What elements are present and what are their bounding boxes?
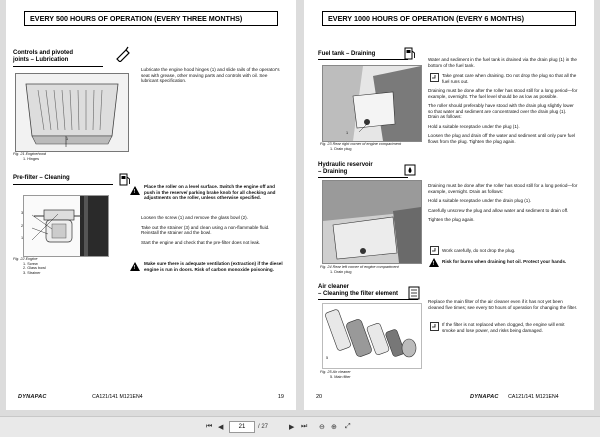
fullscreen-icon[interactable]: ⤢ — [345, 423, 351, 430]
caption-item: 1. Hinges — [23, 156, 40, 161]
body-paragraph: Loosen the plug and drain off the water and sediment until only pure fuel flows from the plug. Tighten the plug again. — [428, 133, 576, 144]
page-number: 20 — [316, 394, 323, 400]
section-body — [428, 57, 578, 72]
body-paragraph: Draining must be done after the roller has stood still for a long period—for example, overnight. The fuel level should be as low as possible. — [428, 88, 578, 99]
body-paragraph: Lubricate the engine hood hinges (1) and slide rails of the operator's seat with grease, other moving parts and controls with oil. See lubricant specification. — [141, 67, 280, 83]
left-page — [6, 0, 296, 410]
body-paragraph: Take out the strainer (3) and clean using a non-flammable fluid. Reinstall the strainer and the bowl. — [141, 224, 270, 235]
note-text: If the filter is not replaced when clogged, the engine will emit smoke and lose power, and risks being damaged. — [442, 322, 565, 333]
section-body — [141, 215, 283, 249]
figure-prefilter — [23, 195, 109, 257]
divider — [13, 184, 113, 185]
figure-caption — [13, 152, 46, 161]
next-page-icon[interactable]: ▶ — [289, 424, 295, 431]
grease-gun-icon — [115, 46, 131, 62]
caption-item: 3. Strainer — [23, 270, 41, 275]
first-page-icon[interactable]: ⏮ — [206, 423, 213, 430]
figure-callout: 1 — [66, 137, 69, 141]
note-text: Work carefully, do not drop the plug. — [442, 248, 516, 253]
body-paragraph: Hold a suitable receptacle under the plug (1). — [428, 123, 520, 129]
footer-code: CA121/141 M121EN4 — [508, 394, 559, 400]
caption-item: 2. Glass bowl — [23, 266, 46, 271]
divider — [318, 299, 418, 300]
figure-caption — [320, 265, 416, 274]
section-header: EVERY 1000 HOURS OF OPERATION (EVERY 6 MONTHS) — [322, 11, 576, 26]
warning-text: Place the roller on a level surface. Switch the engine off and push in the reserve/ parking brake knob for all checking and adjustments on the roller, unless otherwise specified. — [144, 184, 276, 200]
warning-icon — [130, 186, 140, 195]
body-paragraph: Loosen the screw (1) and remove the glass bowl (2). — [141, 215, 248, 220]
prev-page-icon[interactable]: ◀ — [218, 424, 224, 431]
divider — [13, 66, 103, 67]
caption-text: Fig. 24 Rear left corner of engine compartment — [320, 265, 399, 269]
warning-icon — [130, 262, 140, 271]
figure-callout: 2 — [21, 224, 24, 228]
last-page-icon[interactable]: ⏭ — [301, 423, 308, 430]
figure-engine-hood — [15, 73, 129, 152]
figure-fuel-tank — [322, 65, 422, 142]
hydraulic-oil-icon — [404, 162, 416, 176]
right-page — [304, 0, 594, 410]
zoom-out-icon[interactable]: ⊖ — [319, 424, 325, 431]
body-paragraph: Draining must be done after the roller has stood still for a long period—for example, overnight. Drain as follows: — [428, 183, 578, 194]
figure-caption — [320, 142, 412, 151]
figure-hydraulic-reservoir — [322, 180, 422, 264]
figure-air-cleaner — [322, 303, 422, 369]
section-title — [318, 284, 398, 298]
dynapac-logo: DYNAPAC — [470, 394, 499, 400]
body-paragraph: Tighten the plug again. — [428, 217, 475, 222]
caption-item: 1. Drain plug — [330, 146, 352, 151]
body-paragraph: Hold a suitable receptacle under the drain plug (1). — [428, 198, 532, 203]
note-hand-icon — [430, 246, 439, 255]
divider — [318, 59, 408, 60]
fuel-pump-icon — [119, 172, 131, 186]
section-title — [318, 162, 373, 176]
caption-item: 1. Screw — [23, 261, 38, 266]
warning-text: Make sure there is adequate ventilation (extraction) if the diesel engine is run in doors. Risk of carbon monoxide poisoning. — [144, 261, 283, 272]
caption-item: 1. Drain plug — [330, 269, 352, 274]
fuel-pump-icon — [404, 46, 416, 60]
section-body — [428, 183, 578, 227]
section-title-line: Hydraulic reservoir — [318, 162, 373, 168]
figure-callout: 1 — [21, 236, 24, 240]
section-header: EVERY 500 HOURS OF OPERATION (EVERY THREE MONTHS) — [24, 11, 278, 26]
note-hand-icon — [430, 322, 439, 331]
warning-icon — [429, 258, 439, 267]
air-filter-icon — [408, 286, 420, 300]
footer — [18, 394, 143, 400]
note-hand-icon — [430, 73, 439, 82]
section-title-line: – Cleaning the filter element — [318, 291, 399, 297]
caption-text: Fig. 23 Rear right corner of engine compartment — [320, 142, 402, 146]
caption-text: Fig. 21 Enginehood — [13, 152, 46, 156]
caption-item: 5. Main filter — [330, 374, 351, 379]
viewer-toolbar — [0, 416, 600, 437]
section-body — [428, 299, 578, 314]
dynapac-logo: DYNAPAC — [18, 394, 47, 400]
warning-text: Risk for burns when draining hot oil. Protect your hands. — [442, 259, 567, 264]
figure-callout: 3 — [21, 211, 24, 215]
body-paragraph: Carefully unscrew the plug and allow water and sediment to drain off. — [428, 207, 569, 213]
note-text: Take great care when draining. Do not drop the plug so that all the fuel runs out. — [442, 73, 577, 84]
page-number: 19 — [277, 394, 284, 400]
section-title-line: joints – Lubrication — [13, 57, 69, 63]
section-title-line: Air cleaner — [318, 284, 350, 290]
body-paragraph: Replace the main filter of the air cleaner even if it has not yet been cleaned five times; see every 50 hours of operation for changing the filter. — [428, 299, 578, 310]
section-title-line: Controls and pivoted — [13, 50, 73, 56]
zoom-in-icon[interactable]: ⊕ — [331, 424, 337, 431]
footer-code: CA121/141 M121EN4 — [92, 394, 143, 400]
section-title: Pre-filter – Cleaning — [13, 175, 70, 181]
current-page: 21 — [238, 424, 246, 430]
caption-text: Fig. 25 Air cleaner — [320, 370, 351, 374]
body-paragraph: Water and sediment in the fuel tank is drained via the drain plug (1) in the bottom of the fuel tank. — [428, 57, 577, 68]
section-title: Fuel tank – Draining — [318, 51, 376, 57]
section-title — [13, 50, 73, 64]
section-body — [141, 67, 281, 88]
figure-caption — [13, 257, 46, 275]
divider — [318, 177, 408, 178]
page-input[interactable] — [229, 421, 255, 433]
section-title-line: – Draining — [318, 169, 348, 175]
caption-text: Fig. 22 Engine — [13, 257, 38, 261]
footer — [470, 394, 559, 400]
figure-callout: 5 — [326, 356, 329, 360]
section-body — [428, 88, 578, 148]
figure-callout: 1 — [346, 131, 349, 135]
body-paragraph: The roller should preferably have stood with the drain plug slightly lower so that water and sediment are concentrated over the drain plug (1). Drain as follows: — [428, 103, 574, 119]
page-total: / 27 — [258, 424, 269, 430]
figure-caption — [320, 370, 351, 379]
body-paragraph: Start the engine and check that the pre-filter does not leak. — [141, 239, 261, 245]
